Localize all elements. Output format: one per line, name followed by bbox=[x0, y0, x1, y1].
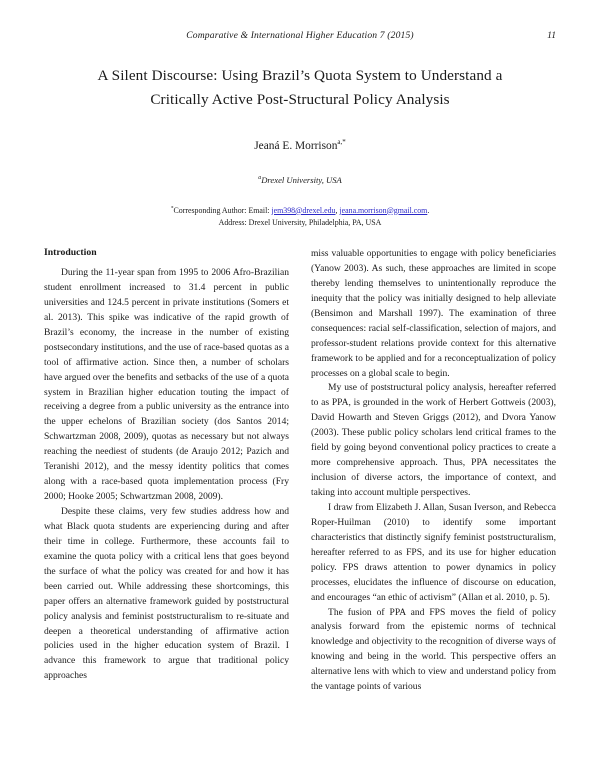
section-heading-introduction: Introduction bbox=[44, 247, 97, 259]
author-affiliation-marker: a,* bbox=[337, 138, 346, 147]
left-column bbox=[44, 247, 289, 684]
journal-citation: Comparative & International Higher Education 7 (2015) bbox=[186, 30, 414, 41]
corresponding-marker: * bbox=[170, 204, 174, 211]
page-number: 11 bbox=[547, 30, 556, 41]
paragraph: miss valuable opportunities to engage with policy beneficiaries (Yanow 2003). As such, these approaches are limited in scope thereby lending themselves to unintentionally reproduce the inequity that the policy was initially designed to help alleviate (Bensimon and Marshall 1997). The examination of three consequences: racial self-classification, selection of majors, and professor-student relations provide context for this alternative framework to be applied and for a reconceptualization of policy processes on a global scale to begin. bbox=[311, 248, 556, 379]
corresponding-author-note bbox=[44, 204, 556, 229]
corresponding-address: Address: Drexel University, Philadelphia, PA, USA bbox=[218, 217, 382, 227]
affiliation-text: Drexel University, USA bbox=[261, 174, 342, 185]
affiliation-marker: a bbox=[258, 175, 262, 182]
body-columns bbox=[44, 247, 556, 695]
corresponding-period: . bbox=[427, 205, 430, 215]
author-affiliation bbox=[44, 175, 556, 185]
paragraph: I draw from Elizabeth J. Allan, Susan Iverson, and Rebecca Roper-Huilman (2010) to identify some important characteristics that distinctly signify feminist poststructuralism, hereafter referred to as FPS, and its use for higher education policy. FPS draws attention to power dynamics in policy processes, elucidates the influence of discourse on education, and encourages “an ethic of activism” (Allan et al. 2010, p. 5). bbox=[311, 501, 556, 603]
author-name bbox=[44, 138, 556, 152]
paper-title bbox=[70, 64, 530, 111]
email-link-secondary[interactable]: jeana.morrison@gmail.com bbox=[339, 205, 428, 215]
corresponding-label: Corresponding Author: Email: bbox=[173, 205, 272, 215]
paragraph: Despite these claims, very few studies address how and what Black quota students are experiencing during and after their time in college. Furthermore, these accounts fail to examine the quota policy with a critical lens that goes beyond the surface of what the policy was created for and how it has been carried out. While addressing these shortcomings, this paper offers an alternative framework guided by poststructural policy analysis and feminist poststructuralism to re-situate and deepen a theoretical understanding of affirmative action policies used in the higher education system of Brazil. I advance this framework to argue that traditional policy approaches bbox=[44, 506, 289, 682]
running-head bbox=[44, 30, 556, 46]
paper-title-line-1: A Silent Discourse: Using Brazil’s Quota System to Understand a bbox=[97, 67, 503, 84]
paragraph: During the 11-year span from 1995 to 2006 Afro-Brazilian student enrollment increased to 31.4 percent in public universities and 124.5 percent in private institutions (Somers et al. 2013). This spike was indicative of the rapid growth of Brazil’s economy, the increase in the number of existing postsecondary institutions, and the use of race-based quotas as a tool of affirmative action. Since then, a number of scholars have argued over the benefits and setbacks of the use of a quota system in Brazilian higher education touting the impact of receiving a degree from a public university as the entrance into the upper echelons of Brazilian society (dos Santos 2014; Schwartzman 2008, 2009), quotas as necessary but not always reaching the neediest of students (de Araujo 2012; Pazich and Teranishi 2012), and the messy identity politics that comes along with a race-based quota implementation process (Fry 2000; Hooke 2005; Schwartzman 2008, 2009). bbox=[44, 267, 289, 503]
paragraph: The fusion of PPA and FPS moves the field of policy analysis forward from the epistemic norms of technical knowledge and objectivity to the recognition of diverse ways of knowing and being in the world. This perspective offers an alternative lens with which to view and understand policy from the vantage points of various bbox=[311, 606, 556, 693]
email-separator: , bbox=[335, 205, 340, 215]
right-column bbox=[311, 247, 556, 695]
author-name-text: Jeaná E. Morrison bbox=[254, 139, 338, 152]
paper-title-line-2: Critically Active Post-Structural Policy Analysis bbox=[150, 90, 450, 108]
email-link-primary[interactable]: jem398@drexel.edu bbox=[271, 205, 336, 215]
paragraph: My use of poststructural policy analysis, hereafter referred to as PPA, is grounded in the work of Herbert Gottweis (2003), David Howarth and Steven Griggs (2012), and Dvora Yanow (2003). These public policy scholars lend critical frames to the field by going beyond conventional policy practices to create a more comprehensive approach. Thus, PPA necessitates the inclusion of diverse actors, the importance of context, and taking into account multiple perspectives. bbox=[311, 382, 556, 499]
